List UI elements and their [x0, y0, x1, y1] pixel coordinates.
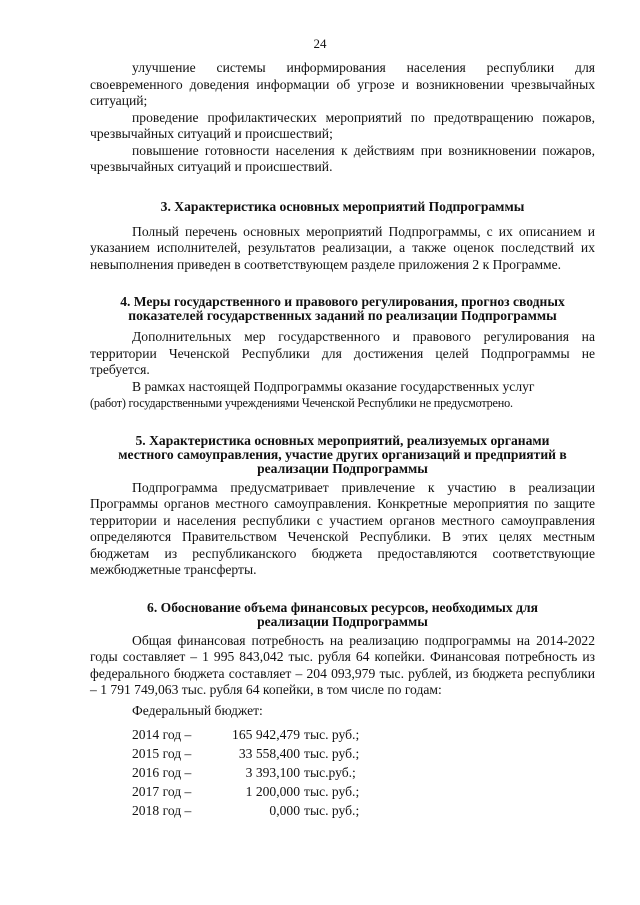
section-4-title: [90, 295, 595, 323]
year-value: 165 942,479: [232, 727, 300, 742]
year-unit: тыс. руб.;: [304, 746, 360, 761]
federal-budget-label: Федеральный бюджет:: [132, 702, 263, 718]
intro-item-3: повышение готовности населения к действиям при возникновении пожаров, чрезвычайных ситуаций и происшествий.: [90, 142, 595, 174]
section-5-text: Подпрограмма предусматривает привлечение к участию в реализации Программы органов местного самоуправления. Конкретные мероприятия по защите территории и населения республики с участием органов местного самоуправления определяются Правительством Чеченской Республики. В этих целях местным бюджетам из республиканского бюджета предоставляются соответствующие межбюджетные трансферты.: [90, 479, 595, 577]
section-5-title: [90, 434, 595, 476]
section-5-title-line-3: реализации Подпрограммы: [257, 460, 428, 476]
section-4-title-line-2: показателей государственных заданий по реализации Подпрограммы: [128, 308, 557, 323]
year-value: 3 393,100: [245, 765, 300, 780]
section-4-paragraph-2: [90, 379, 595, 412]
year-row: [132, 744, 595, 763]
section-4-title-line-1: 4. Меры государственного и правового регулирования, прогноз сводных: [120, 294, 565, 309]
section-6-title-line-2: реализации Подпрограммы: [257, 613, 428, 629]
year-label: 2018 год –: [132, 803, 192, 818]
section-3-text: Полный перечень основных мероприятий Подпрограммы, с их описанием и указанием исполнителей, результатов реализации, а также оценок последствий их невыполнения приведен в соответствующем разделе приложения 2 к Программе.: [90, 223, 595, 272]
year-unit: тыс. руб.;: [304, 727, 360, 742]
year-value: 1 200,000: [245, 784, 300, 799]
section-4-paragraph-2-line-2: (работ) государственными учреждениями Чеченской Республики не предусмотрено.: [90, 396, 513, 410]
year-row: [132, 725, 595, 744]
year-unit: тыс.руб.;: [304, 765, 356, 780]
section-4-paragraph-2-line-1: В рамках настоящей Подпрограммы оказание государственных услуг: [132, 378, 535, 394]
section-5-title-line-2: местного самоуправления, участие других организаций и предприятий в: [118, 446, 567, 462]
federal-budget-years: [132, 725, 595, 820]
section-6-title-line-1: 6. Обоснование объема финансовых ресурсов, необходимых для: [147, 599, 538, 615]
section-6-text: Общая финансовая потребность на реализацию подпрограммы на 2014-2022 годы составляет – 1 995 843,042 тыс. рубля 64 копейки. Финансовая потребность из федерального бюджета составляет – 204 093,979 тыс. рублей, из бюджета республики – 1 791 749,063 тыс. рубля 64 копейки, в том числе по годам:: [90, 632, 595, 697]
section-6-title: [90, 601, 595, 629]
page-content: [90, 60, 595, 820]
year-unit: тыс. руб.;: [304, 784, 360, 799]
year-label: 2015 год –: [132, 746, 192, 761]
year-label: 2014 год –: [132, 727, 192, 742]
year-unit: тыс. руб.;: [304, 803, 360, 818]
section-3-title: 3. Характеристика основных мероприятий Подпрограммы: [160, 198, 525, 214]
section-5-title-line-1: 5. Характеристика основных мероприятий, реализуемых органами: [135, 432, 550, 448]
year-value: 33 558,400: [238, 746, 300, 761]
intro-item-2: проведение профилактических мероприятий по предотвращению пожаров, чрезвычайных ситуаций и происшествий;: [90, 109, 595, 141]
section-4-paragraph-1: Дополнительных мер государственного и правового регулирования на территории Чеченской Республики для достижения целей Подпрограммы не требуется.: [90, 329, 595, 377]
year-value: 0,000: [269, 803, 300, 818]
year-label: 2017 год –: [132, 784, 192, 799]
intro-item-1: улучшение системы информирования населения республики для своевременного доведения информации об угрозе и возникновении чрезвычайных ситуаций;: [90, 60, 595, 108]
year-row: [132, 801, 595, 820]
year-row: [132, 763, 595, 782]
year-row: [132, 782, 595, 801]
year-label: 2016 год –: [132, 765, 192, 780]
page-number: 24: [313, 36, 327, 51]
